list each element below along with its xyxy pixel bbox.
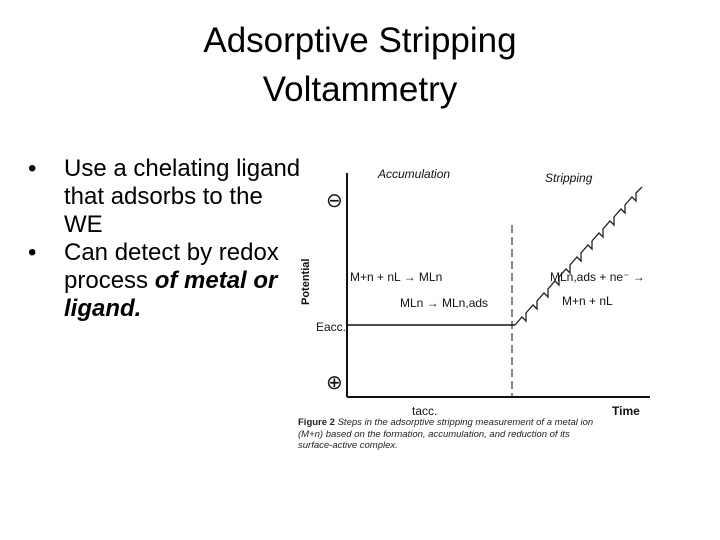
bullet-list [28, 155, 303, 323]
slide-title-line-1: Adsorptive Stripping [203, 21, 517, 60]
plus-symbol: ⊕ [326, 372, 343, 394]
time-axis-label: Time [612, 404, 640, 418]
accumulation-label: Accumulation [378, 167, 451, 181]
e-acc-label: Eacc. [316, 320, 347, 334]
bullet-text: Use a chelating ligand that adsorbs to the WE [64, 155, 301, 238]
potential-axis-label: Potential [300, 258, 312, 305]
reaction-reduction: MLn,ads + ne⁻ → [550, 270, 645, 284]
reaction-products: M+n + nL [562, 294, 613, 308]
bullet-marker: • [28, 155, 37, 182]
bullet-item [28, 155, 303, 239]
minus-symbol: ⊖ [326, 190, 343, 212]
t-acc-label: tacc. [412, 404, 438, 418]
figure-caption [298, 417, 598, 452]
stripping-label: Stripping [545, 171, 593, 185]
bullet-marker: • [28, 239, 37, 266]
slide-title-line-2: Voltammetry [262, 70, 458, 109]
figure-caption-number: Figure 2 [298, 417, 335, 428]
bullet-item [28, 239, 303, 323]
reaction-complex-formation: M+n + nL → MLn [350, 270, 443, 284]
bullet-text: Can detect by redox process [64, 239, 279, 294]
bullet-emphasis-text: of metal or ligand. [64, 267, 278, 322]
slide-title [60, 16, 660, 114]
figure-caption-text: Steps in the adsorptive stripping measurement of a metal ion (M+n) based on the formation, accumulation, and reduction of its surface-active complex. [298, 417, 594, 451]
reaction-adsorption: MLn → MLn,ads [400, 296, 489, 310]
